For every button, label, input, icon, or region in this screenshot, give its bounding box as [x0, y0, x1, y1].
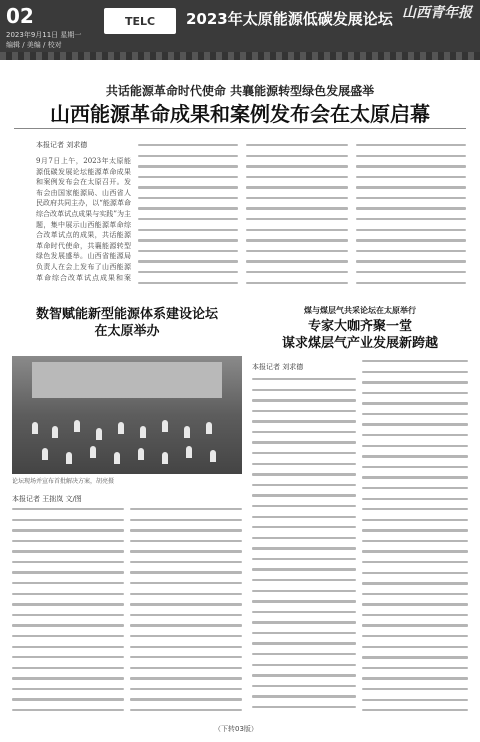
lead-column-2 — [138, 144, 238, 294]
newspaper-brand: 山西青年报 — [402, 5, 472, 21]
lead-headline: 山西能源革命成果和案例发布会在太原启幕 — [50, 102, 430, 126]
issue-editors: 编辑 / 美编 / 校对 — [6, 41, 62, 49]
lead-byline: 本报记者 刘求德 — [36, 141, 88, 149]
lead-intro: 9月7日上午，2023年太原能源低碳发展论坛能源革命成果和案例发布会在太原召开。发布会由国家能源局、山西省人民政府共同主办，以“能源革命综合改革试点成果与实践”为主题，集中展示山西能源革命综合改革试点的成果，共话能源革命时代使命，共襄能源转型绿色发展盛举。山西省能源局负责人在会上发布了山西能源革命综合改革试点成果和案 — [36, 157, 131, 282]
forum-photo — [12, 356, 242, 474]
forum-logo: TELC — [104, 8, 176, 34]
right-section-title — [250, 318, 470, 352]
lead-column-4 — [356, 144, 466, 294]
right-column-2 — [362, 360, 468, 718]
right-kicker: 煤与煤层气共采论坛在太原举行 — [304, 305, 416, 315]
left-byline: 本报记者 王拙岚 文/图 — [12, 495, 82, 503]
left-column-1 — [12, 508, 124, 718]
right-title-line-2: 谋求煤层气产业发展新跨越 — [281, 336, 438, 351]
lead-subtitle: 共话能源革命时代使命 共襄能源转型绿色发展盛举 — [105, 84, 375, 98]
right-byline: 本报记者 刘求德 — [252, 363, 304, 371]
page-number: 02 — [6, 4, 34, 28]
left-title-line-1: 数智赋能新型能源体系建设论坛 — [35, 307, 218, 322]
left-section-title — [12, 306, 242, 340]
photo-stage-screen — [32, 362, 222, 398]
header-stripe — [0, 52, 480, 60]
headline-rule — [14, 128, 466, 129]
issue-date: 2023年9月11日 星期一 — [6, 31, 82, 39]
photo-caption: 论坛现场并宣布首批解决方案，胡亮摄 — [12, 478, 115, 485]
issue-meta — [6, 30, 81, 50]
right-column-1 — [252, 378, 356, 718]
right-title-line-1: 专家大咖齐聚一堂 — [307, 319, 412, 334]
lead-column-3 — [246, 144, 348, 294]
left-title-line-2: 在太原举办 — [94, 324, 160, 339]
forum-title: 2023年太原能源低碳发展论坛 — [186, 10, 393, 28]
page-header — [0, 0, 480, 60]
continued-note: （下转03版） — [214, 725, 258, 733]
left-column-2 — [130, 508, 242, 718]
